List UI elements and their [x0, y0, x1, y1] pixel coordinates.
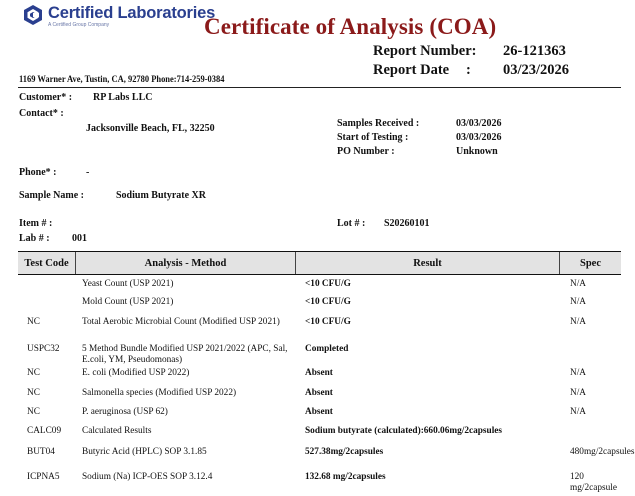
lab-number-label: Lab # :: [19, 233, 50, 244]
company-tagline: A Certified Group Company: [48, 22, 110, 28]
po-number-value: Unknown: [456, 146, 498, 157]
spec-cell: 480mg/2capsules: [570, 447, 635, 457]
test-code-cell: CALC09: [27, 426, 62, 436]
report-date-colon: :: [466, 62, 471, 78]
spec-cell: N/A: [570, 317, 587, 327]
results-table-header: [18, 251, 621, 275]
header-spec: Spec: [559, 252, 621, 274]
spec-cell: N/A: [570, 388, 587, 398]
result-cell: Absent: [305, 368, 333, 378]
company-name: Certified Laboratories: [48, 4, 216, 22]
result-cell: Absent: [305, 388, 333, 398]
result-cell: <10 CFU/G: [305, 297, 351, 307]
test-code-cell: USPC32: [27, 344, 60, 354]
result-cell: 527.38mg/2capsules: [305, 447, 384, 457]
result-cell: Completed: [305, 344, 349, 354]
spec-cell: N/A: [570, 279, 587, 289]
header-divider: [18, 87, 621, 88]
po-number-label: PO Number :: [337, 146, 395, 157]
report-number-label: Report Number:: [373, 43, 477, 59]
analysis-method-cell: P. aeruginosa (USP 62): [82, 407, 168, 417]
header-test-code: Test Code: [24, 257, 69, 269]
header-analysis-method: Analysis - Method: [75, 252, 295, 274]
lab-address: 1169 Warner Ave, Tustin, CA, 92780 Phone:714-259-0384: [19, 74, 225, 84]
analysis-method-cell: Total Aerobic Microbial Count (Modified USP 2021): [82, 317, 280, 327]
analysis-method-cell: Salmonella species (Modified USP 2022): [82, 388, 237, 398]
spec-cell: N/A: [570, 368, 587, 378]
test-code-cell: ICPNA5: [27, 472, 60, 482]
result-cell: <10 CFU/G: [305, 317, 351, 327]
document-title: Certificate of Analysis (COA): [204, 14, 497, 39]
result-cell: Absent: [305, 407, 333, 417]
lot-label: Lot # :: [337, 218, 366, 229]
start-testing-label: Start of Testing :: [337, 132, 409, 143]
test-code-cell: NC: [27, 407, 40, 417]
analysis-method-cell: Sodium (Na) ICP-OES SOP 3.12.4: [82, 472, 213, 482]
result-cell: <10 CFU/G: [305, 279, 351, 289]
test-code-cell: BUT04: [27, 447, 55, 457]
test-code-cell: NC: [27, 317, 40, 327]
lot-value: S20260101: [384, 218, 430, 229]
analysis-method-cell: Calculated Results: [82, 426, 152, 436]
sample-name-value: Sodium Butyrate XR: [116, 190, 207, 201]
analysis-method-cell: E. coli (Modified USP 2022): [82, 368, 190, 378]
test-code-cell: NC: [27, 388, 40, 398]
analysis-method-cell: 5 Method Bundle Modified USP 2021/2022 (APC, Sal, E.coli, YM, Pseudomonas): [82, 344, 288, 365]
contact-label: Contact* :: [19, 108, 64, 119]
test-code-cell: NC: [27, 368, 40, 378]
spec-cell: N/A: [570, 297, 587, 307]
analysis-method-cell: Mold Count (USP 2021): [82, 297, 174, 307]
customer-value: RP Labs LLC: [93, 92, 153, 103]
analysis-method-cell: Butyric Acid (HPLC) SOP 3.1.85: [82, 447, 207, 457]
result-cell: 132.68 mg/2capsules: [305, 472, 386, 482]
spec-cell: N/A: [570, 407, 587, 417]
customer-location: Jacksonville Beach, FL, 32250: [86, 123, 215, 134]
phone-label: Phone* :: [19, 167, 57, 178]
customer-label: Customer* :: [19, 92, 73, 103]
samples-received-value: 03/03/2026: [456, 118, 502, 129]
result-cell: Sodium butyrate (calculated):660.06mg/2capsules: [305, 426, 503, 436]
samples-received-label: Samples Received :: [337, 118, 420, 129]
lab-number-value: 001: [72, 233, 87, 244]
header-result: Result: [295, 252, 559, 274]
start-testing-value: 03/03/2026: [456, 132, 502, 143]
spec-cell: 120 mg/2capsule: [570, 472, 617, 493]
sample-name-label: Sample Name :: [19, 190, 84, 201]
item-label: Item # :: [19, 218, 53, 229]
report-date-label: Report Date: [373, 62, 450, 78]
report-date-value: 03/23/2026: [503, 62, 570, 78]
phone-value: -: [86, 167, 90, 178]
report-number-value: 26-121363: [503, 43, 566, 59]
analysis-method-cell: Yeast Count (USP 2021): [82, 279, 174, 289]
company-logo-icon: [22, 4, 44, 26]
